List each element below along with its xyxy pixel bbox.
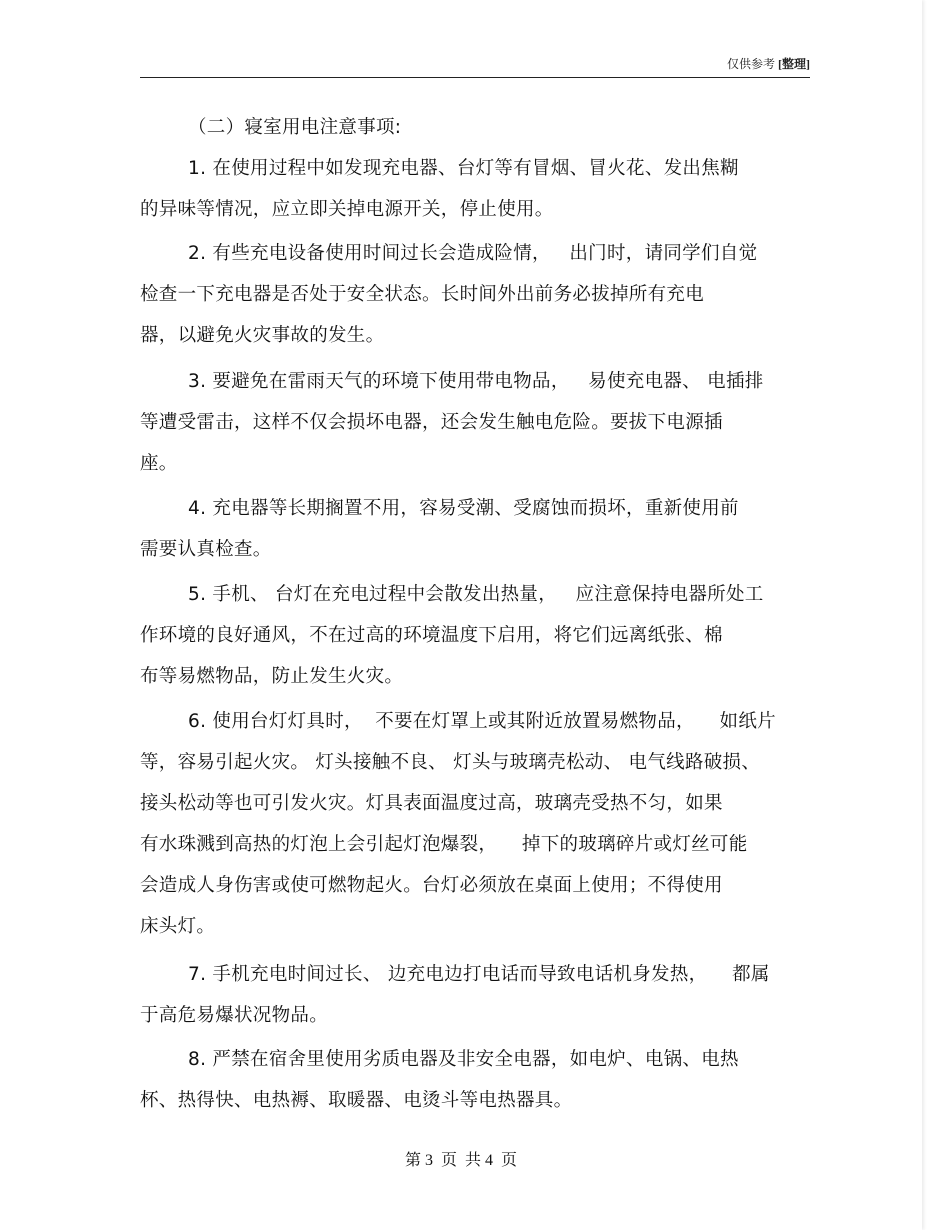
paragraph-8 xyxy=(140,1039,820,1121)
paragraph-line: 检查一下充电器是否处于安全状态。长时间外出前务必拔掉所有充电 xyxy=(140,284,705,305)
paragraph-line: 5. 手机、 台灯在充电过程中会散发出热量， 应注意保持电器所处工 xyxy=(188,584,764,605)
header-bracket: [整理] xyxy=(778,57,810,71)
paragraph-line: 杯、热得快、电热褥、取暖器、电烫斗等电热器具。 xyxy=(140,1090,573,1111)
header-text: 仅供参考 xyxy=(726,57,775,71)
page-header xyxy=(140,55,810,77)
header-rule xyxy=(140,77,810,78)
paragraph-line: 接头松动等也可引发火灾。灯具表面温度过高，玻璃壳受热不匀，如果 xyxy=(140,793,723,814)
paragraph-line: 需要认真检查。 xyxy=(140,539,272,560)
paragraph-line: 等，容易引起火灾。 灯头接触不良、 灯头与玻璃壳松动、 电气线路破损、 xyxy=(140,752,761,773)
paragraph-line: 8. 严禁在宿舍里使用劣质电器及非安全电器，如电炉、电锅、电热 xyxy=(188,1049,739,1070)
paragraph-line: 会造成人身伤害或使可燃物起火。台灯必须放在桌面上使用；不得使用 xyxy=(140,875,723,896)
paragraph-line: 布等易燃物品，防止发生火灾。 xyxy=(140,666,404,687)
paragraph-2 xyxy=(140,233,820,356)
paragraph-line: 等遭受雷击，这样不仅会损坏电器，还会发生触电危险。要拔下电源插 xyxy=(140,412,723,433)
paragraph-5 xyxy=(140,574,820,697)
paragraph-line: 有水珠溅到高热的灯泡上会引起灯泡爆裂， 掉下的玻璃碎片或灯丝可能 xyxy=(140,834,748,855)
header-note xyxy=(727,55,810,72)
paragraph-line: 座。 xyxy=(140,453,178,474)
paragraph-line: 作环境的良好通风，不在过高的环境温度下启用，将它们远离纸张、棉 xyxy=(140,625,723,646)
paragraph-line: 器，以避免火灾事故的发生。 xyxy=(140,325,385,346)
section-title: （二）寝室用电注意事项: xyxy=(188,117,402,138)
paragraph-4 xyxy=(140,488,820,570)
page-footer: 第 3 页 共 4 页 xyxy=(404,1152,517,1169)
paragraph-line: 的异味等情况，应立即关掉电源开关，停止使用。 xyxy=(140,199,554,220)
section-title-block xyxy=(140,107,820,148)
paragraph-line: 3. 要避免在雷雨天气的环境下使用带电物品， 易使充电器、 电插排 xyxy=(188,371,764,392)
paragraph-line: 7. 手机充电时间过长、 边充电边打电话而导致电话机身发热， 都属 xyxy=(188,964,770,985)
paragraph-6 xyxy=(140,701,820,947)
paragraph-line: 2. 有些充电设备使用时间过长会造成险情， 出门时，请同学们自觉 xyxy=(188,243,758,264)
paragraph-7 xyxy=(140,954,820,1036)
paragraph-line: 床头灯。 xyxy=(140,916,216,937)
paragraph-line: 6. 使用台灯灯具时， 不要在灯罩上或其附近放置易燃物品， 如纸片 xyxy=(188,711,776,732)
paragraph-line: 1. 在使用过程中如发现充电器、台灯等有冒烟、冒火花、发出焦糊 xyxy=(188,158,739,179)
paragraph-1 xyxy=(140,148,820,230)
paragraph-3 xyxy=(140,361,820,484)
paragraph-line: 于高危易爆状况物品。 xyxy=(140,1005,329,1026)
paragraph-line: 4. 充电器等长期搁置不用，容易受潮、受腐蚀而损坏，重新使用前 xyxy=(188,498,739,519)
